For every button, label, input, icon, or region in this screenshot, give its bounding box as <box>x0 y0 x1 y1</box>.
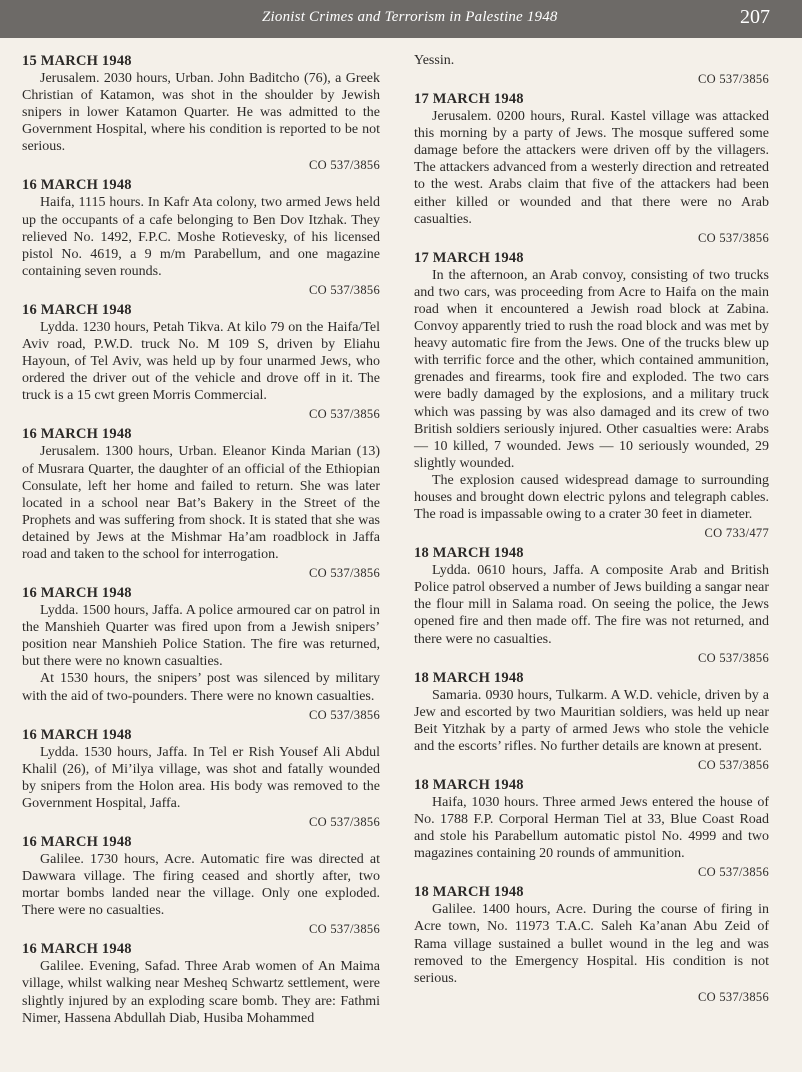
entry-date: 16 MARCH 1948 <box>22 834 132 850</box>
entry-paragraph: The explosion caused widespread damage to surrounding houses and brought down electric pylons and telegraph cables. The road is impassable owing to a crater 30 feet in diameter. <box>414 472 769 523</box>
entry-paragraph: Lydda. 1230 hours, Petah Tikva. At kilo 79 on the Haifa/Tel Aviv road, P.W.D. truck No. M 109 S, driven by Eliahu Hayoun, of Tel Aviv, was held up by four unarmed Jews, who ordered the driver out of the vehicle and drove off in it. The truck is a 15 cwt green Morris Commercial. <box>22 319 380 404</box>
diary-entry <box>22 727 380 831</box>
entry-date: 16 MARCH 1948 <box>22 426 132 443</box>
entry-paragraph: Lydda. 1530 hours, Jaffa. In Tel er Rish Yousef Ali Abdul Khalil (26), of Mi’ilya village, was shot and fatally wounded by snipers from the Holon area. His body was removed to the Government Hospital, Jaffa. <box>22 744 380 811</box>
entry-date: 18 MARCH 1948 <box>414 545 524 562</box>
archive-reference: CO 537/3856 <box>308 282 380 297</box>
entry-date: 18 MARCH 1948 <box>414 669 524 686</box>
diary-entry <box>22 426 380 582</box>
entry-date: 16 MARCH 1948 <box>22 301 132 318</box>
archive-reference: CO 733/477 <box>704 526 769 541</box>
diary-entry <box>414 670 769 774</box>
entry-date: 18 MARCH 1948 <box>414 777 524 793</box>
diary-entry <box>414 250 769 542</box>
entry-date: 18 MARCH 1948 <box>414 884 524 901</box>
diary-entry <box>414 545 769 666</box>
entry-paragraph: In the afternoon, an Arab convoy, consisting of two trucks and two cars, was proceeding from Acre to Haifa on the main road when it encountered a Jewish road block at Zabina. Convoy apparently tried to rush the road block and was met by heavy automatic fire from the Jews. One of the trucks blew up with terrific force and the other, which contained ammunition, grenades and firearms, took fire and exploded. The two cars were badly damaged by the explosions, and a military truck which was passing by was also damaged and its crew of two British soldiers seriously injured. Other casualties were: Arabs — 10 killed, 7 wounded. Jews — 10 seriously wounded, 29 slightly wounded. <box>414 267 769 471</box>
diary-entry <box>22 585 380 724</box>
entry-paragraph: Haifa, 1115 hours. In Kafr Ata colony, two armed Jews held up the occupants of a cafe belonging to Ben Dov Itzhak. They relieved No. 1492, F.P.C. Moshe Rotievesky, of his licensed pistol No. 4619, a 9 m/m Parabellum, and one magazine containing seven rounds. <box>22 195 380 279</box>
diary-entry <box>22 834 380 938</box>
diary-entry <box>414 777 769 881</box>
archive-reference: CO 537/3856 <box>697 72 769 87</box>
diary-entry <box>22 177 380 298</box>
diary-entry <box>414 91 769 247</box>
diary-entry <box>22 53 380 174</box>
archive-reference: CO 537/3856 <box>697 230 769 245</box>
entry-paragraph: Haifa, 1030 hours. Three armed Jews entered the house of No. 1788 F.P. Corporal Herman Tiel at 33, Blue Coast Road and stole his Parabellum automatic pistol No. 4999 and two magazines containing 20 rounds of ammunition. <box>414 795 769 862</box>
entry-paragraph: Jerusalem. 2030 hours, Urban. John Baditcho (76), a Greek Christian of Katamon, was shot in the shoulder by Jewish snipers in lower Katamon Quarter. He was admitted to the Government Hospital, where his condition is reported to be not serious. <box>22 71 380 155</box>
running-title: Zionist Crimes and Terrorism in Palestine 1948 <box>262 9 558 25</box>
diary-entry <box>414 52 769 88</box>
left-column <box>22 52 380 1030</box>
diary-entry <box>22 302 380 423</box>
entry-paragraph: Lydda. 1500 hours, Jaffa. A police armoured car on patrol in the Manshieh Quarter was fired upon from a Jewish snipers’ position near Manshieh Police Station. The fire was returned, but there were no known casualties. <box>22 603 380 670</box>
archive-reference: CO 537/3856 <box>697 865 769 880</box>
entry-paragraph: Jerusalem. 1300 hours, Urban. Eleanor Kinda Marian (13) of Musrara Quarter, the daughter of an official of the Ethiopian Consulate, left her home and failed to return. She was later located in a school near Bat’s Bakery in the Street of the Prophets and was suffering from shock. It is stated that she was detained by Jews at the Mishmar Ha’am roadblock in Jaffa road and taken to the school for interrogation. <box>22 444 380 562</box>
entry-paragraph: Galilee. 1400 hours, Acre. During the course of firing in Acre town, No. 11973 T.A.C. Saleh Ka’anan Abu Zeid of Rama village sustained a bullet wound in the leg and was removed to the Emergency Hospital. His condition is not serious. <box>414 902 769 986</box>
page-number: 207 <box>740 6 770 28</box>
archive-reference: CO 537/3856 <box>308 566 380 581</box>
archive-reference: CO 537/3856 <box>308 815 380 829</box>
entry-date: 16 MARCH 1948 <box>22 177 132 194</box>
archive-reference: CO 537/3856 <box>308 707 380 722</box>
entry-date: 17 MARCH 1948 <box>414 91 524 108</box>
entry-paragraph: Samaria. 0930 hours, Tulkarm. A W.D. vehicle, driven by a Jew and escorted by two Mauritian soldiers, was held up near Beit Yitzhak by a party of armed Jews who stole the vehicle and the escorts’ rifles. No further details are known at present. <box>414 687 769 754</box>
archive-reference: CO 537/3856 <box>697 650 769 665</box>
running-header <box>0 0 802 38</box>
entry-paragraph: Galilee. 1730 hours, Acre. Automatic fire was directed at Dawwara village. The firing ceased and shortly after, two mortar bombs landed near the village. Only one exploded. There were no casualties. <box>22 852 380 919</box>
archive-reference: CO 537/3856 <box>308 922 380 937</box>
diary-entry <box>22 941 380 1026</box>
entry-date: 17 MARCH 1948 <box>414 249 524 266</box>
entry-paragraph: Lydda. 0610 hours, Jaffa. A composite Arab and British Police patrol observed a number of Jews building a sangar near the flour mill in Salama road. On seeing the police, the Jews opened fire and then made off. The fire was not returned, and there were no casualties. <box>414 563 769 647</box>
entry-paragraph: At 1530 hours, the snipers’ post was silenced by military with the aid of two-pounders. There were no known casualties. <box>22 671 380 704</box>
entry-date: 16 MARCH 1948 <box>22 726 132 743</box>
right-column <box>414 52 769 1009</box>
diary-entry <box>414 884 769 1005</box>
entry-paragraph: Jerusalem. 0200 hours, Rural. Kastel village was attacked this morning by a party of Jews. The mosque suffered some damage before the attackers were driven off by the villagers. The attackers advanced from a westerly direction and retreated to the west. Arabs claim that five of the attackers had been either killed or wounded and that there were no Arab casualties. <box>414 109 769 227</box>
entry-paragraph: Yessin. <box>414 53 455 68</box>
entry-date: 15 MARCH 1948 <box>22 53 132 69</box>
entry-date: 16 MARCH 1948 <box>22 941 132 958</box>
archive-reference: CO 537/3856 <box>697 758 769 772</box>
archive-reference: CO 537/3856 <box>697 989 769 1004</box>
archive-reference: CO 537/3856 <box>308 407 380 422</box>
archive-reference: CO 537/3856 <box>308 158 380 173</box>
entry-date: 16 MARCH 1948 <box>22 585 132 602</box>
entry-paragraph: Galilee. Evening, Safad. Three Arab women of An Maima village, whilst walking near Mesheq Schwartz settlement, were slightly injured by an exploding scare bomb. They are: Fathmi Nimer, Hassena Abdullah Diab, Husiba Mohammed <box>22 959 380 1026</box>
